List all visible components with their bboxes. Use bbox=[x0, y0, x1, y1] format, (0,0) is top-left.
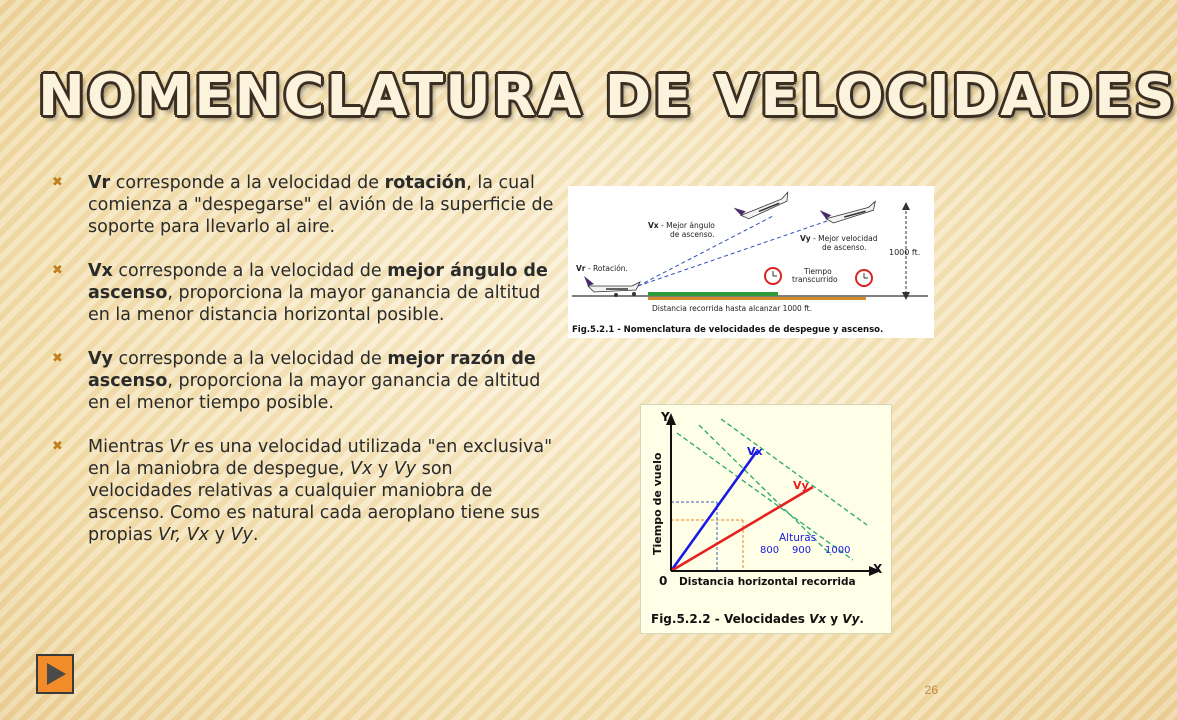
bullet-item bbox=[52, 172, 562, 238]
bullet-text-fragment: , la cual comienza a "despegarse" el avión de la superficie de soporte para llevarlo al aire. bbox=[88, 173, 554, 237]
bullet-list bbox=[52, 172, 562, 568]
vy-series-label: Vy bbox=[793, 479, 809, 492]
vx-vy-diagram bbox=[641, 405, 891, 633]
bullet-text-fragment: Vx bbox=[88, 261, 113, 281]
y-axis-title: Tiempo de vuelo bbox=[651, 452, 664, 555]
bullet-text-fragment: es una velocidad utilizada "en exclusiva" en la maniobra de despegue, bbox=[88, 437, 553, 479]
altitude-value-800: 800 bbox=[760, 545, 780, 556]
bullet-text-fragment: corresponde a la velocidad de bbox=[112, 261, 388, 281]
bullet-text-fragment: Vx bbox=[350, 459, 373, 479]
time-label-line2: transcurrido bbox=[792, 275, 838, 284]
bullet-text-fragment: son velocidades relativas a cualquier maniobra de ascenso. Como es natural cada aeroplano tiene sus propias bbox=[88, 459, 540, 545]
bullet-text-fragment: corresponde a la velocidad de bbox=[112, 349, 388, 369]
bullet-text bbox=[88, 261, 548, 325]
bullet-text-fragment: y bbox=[372, 459, 394, 479]
caption-mid: y bbox=[826, 612, 843, 626]
vx-label-line2: de ascenso. bbox=[670, 230, 715, 239]
play-triangle-icon bbox=[36, 654, 74, 694]
caption-prefix: Fig.5.2.2 - Velocidades bbox=[651, 612, 810, 626]
caption-vy: Vy bbox=[842, 612, 860, 626]
vx-label-key: Vx bbox=[648, 221, 659, 230]
vx-label-text: - Mejor ángulo bbox=[658, 221, 715, 230]
vr-label bbox=[576, 264, 628, 273]
bullet-item bbox=[52, 348, 562, 414]
vy-label-key: Vy bbox=[800, 234, 811, 243]
vx-line bbox=[671, 451, 757, 571]
vx-label bbox=[648, 221, 715, 230]
altitude-value-1000: 1000 bbox=[825, 545, 851, 556]
bullet-text-fragment: corresponde a la velocidad de bbox=[110, 173, 385, 193]
x-bullet-icon: ✖ bbox=[52, 351, 63, 366]
y-axis-letter: Y bbox=[661, 410, 670, 424]
x-axis-letter: X bbox=[873, 562, 883, 576]
bullet-text bbox=[88, 173, 553, 237]
bullet-text-fragment: Vy bbox=[393, 459, 417, 479]
vy-label bbox=[800, 234, 878, 243]
bullet-text-fragment: . bbox=[252, 525, 259, 545]
bullet-item bbox=[52, 260, 562, 326]
bullet-text bbox=[88, 437, 552, 545]
alturas-label: Alturas bbox=[779, 532, 817, 544]
takeoff-climb-figure bbox=[568, 186, 934, 338]
airplane-icon bbox=[820, 196, 878, 226]
altitude-value-900: 900 bbox=[792, 545, 812, 556]
bullet-text-fragment: , proporciona la mayor ganancia de altitud en la menor distancia horizontal posible. bbox=[88, 283, 541, 325]
x-axis-title: Distancia horizontal recorrida bbox=[679, 576, 856, 588]
airplane-icon bbox=[734, 187, 792, 223]
distance-label: Distancia recorrida hasta alcanzar 1000 ft. bbox=[652, 304, 812, 313]
vr-label-text: - Rotación. bbox=[585, 264, 628, 273]
bullet-text-fragment: mejor ángulo de ascenso bbox=[88, 261, 548, 303]
figure1-caption: Fig.5.2.1 - Nomenclatura de velocidades de despegue y ascenso. bbox=[572, 325, 884, 335]
takeoff-climb-diagram bbox=[568, 186, 934, 338]
airplane-icon bbox=[584, 276, 640, 297]
bullet-text bbox=[88, 349, 540, 413]
bullet-text-fragment: Mientras bbox=[88, 437, 170, 457]
x-bullet-icon: ✖ bbox=[52, 263, 63, 278]
origin-label: 0 bbox=[659, 574, 668, 588]
vx-vy-figure bbox=[640, 404, 892, 634]
bullet-text-fragment: , proporciona la mayor ganancia de altitud en el menor tiempo posible. bbox=[88, 371, 541, 413]
distance-bar bbox=[648, 297, 866, 300]
page-number: 26 bbox=[924, 683, 938, 697]
vx-series-label: Vx bbox=[747, 445, 763, 458]
x-bullet-icon: ✖ bbox=[52, 439, 63, 454]
time-label: Tiempo bbox=[804, 267, 832, 276]
altitude-line-900 bbox=[677, 433, 853, 560]
bullet-text-fragment: Vy bbox=[88, 349, 113, 369]
vy-label-text: - Mejor velocidad bbox=[810, 234, 878, 243]
figure2-caption bbox=[651, 612, 864, 626]
caption-vx: Vx bbox=[809, 612, 827, 626]
clock-icon bbox=[856, 270, 872, 286]
vy-line bbox=[671, 487, 813, 571]
clock-icon bbox=[765, 268, 781, 284]
next-slide-button[interactable] bbox=[36, 654, 74, 694]
arrow-up-icon bbox=[902, 202, 910, 210]
vy-label-line2: de ascenso. bbox=[822, 243, 867, 252]
caption-end: . bbox=[859, 612, 864, 626]
vr-label-key: Vr bbox=[576, 264, 586, 273]
x-bullet-icon: ✖ bbox=[52, 175, 63, 190]
bullet-text-fragment: y bbox=[209, 525, 231, 545]
bullet-text-fragment: Vr bbox=[169, 437, 189, 457]
bullet-text-fragment: Vr, Vx bbox=[158, 525, 210, 545]
slide-title: NOMENCLATURA DE VELOCIDADES bbox=[38, 64, 1177, 129]
bullet-text-fragment: rotación bbox=[384, 173, 467, 193]
bullet-text-fragment: Vy bbox=[230, 525, 253, 545]
vr-distance-bar bbox=[648, 292, 778, 296]
bullet-item bbox=[52, 436, 562, 546]
bullet-text-fragment: Vr bbox=[88, 173, 111, 193]
bullet-text-fragment: mejor razón de ascenso bbox=[88, 349, 536, 391]
altitude-label: 1000 ft. bbox=[889, 248, 921, 257]
